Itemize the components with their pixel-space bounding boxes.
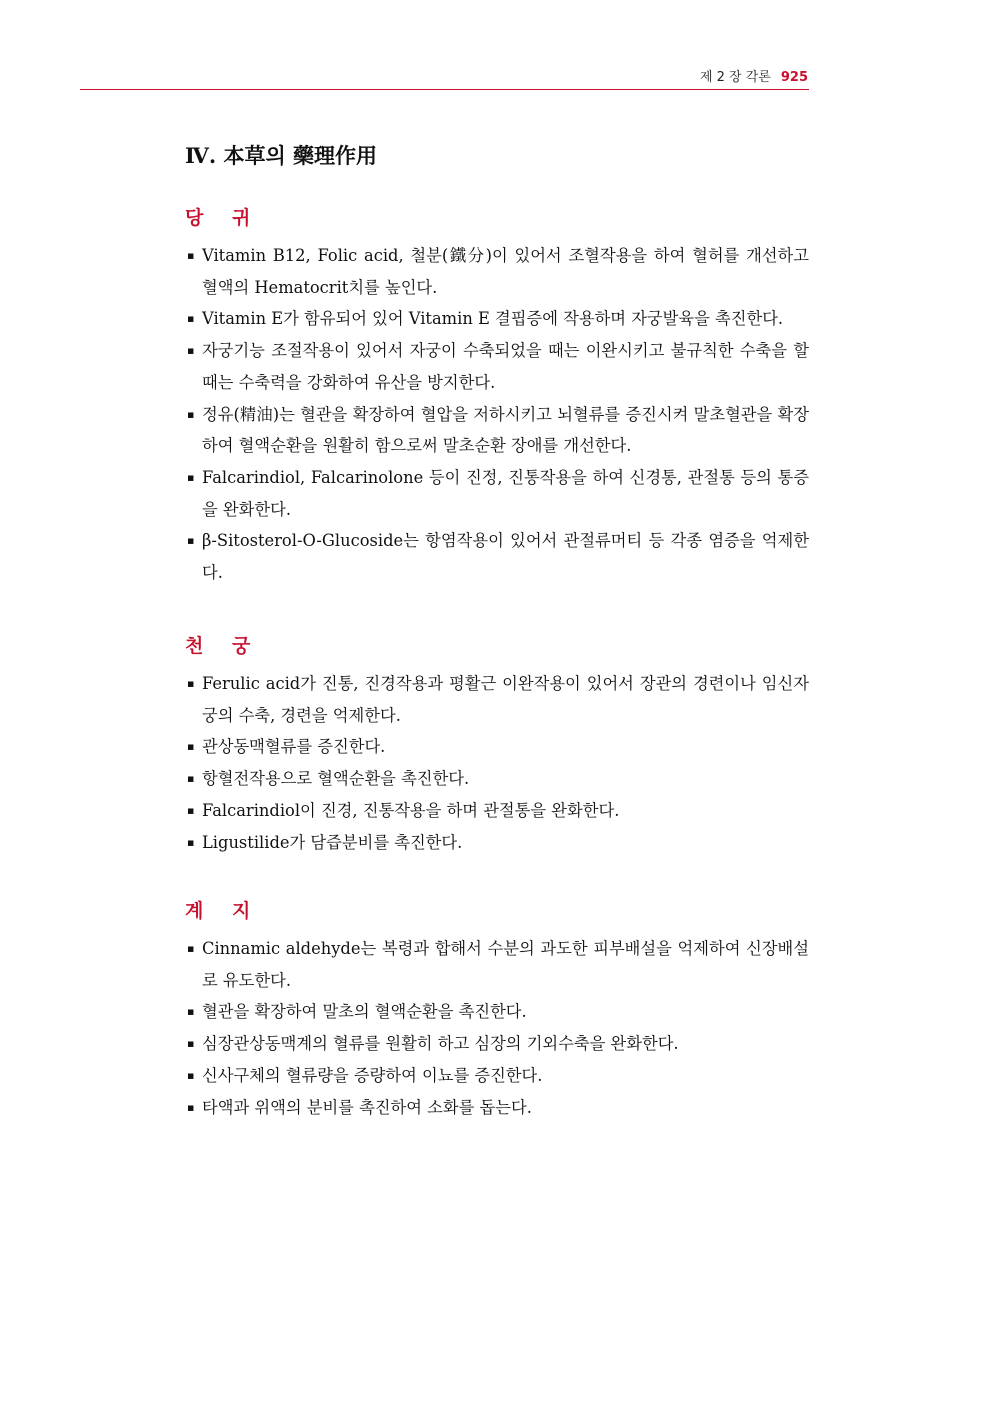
list-item: ▪ Vitamin B12, Folic acid, 철분(鐵分)이 있어서 조혈작용을 하여 혈허를 개선하고 혈액의 Hematocrit치를 높인다. [187, 240, 809, 303]
section-list-cheongung [187, 668, 809, 858]
chapter-label: 제 2 장 각론 [699, 70, 771, 85]
list-item: ▪ Vitamin E가 함유되어 있어 Vitamin E 결핍증에 작용하며 자궁발육을 촉진한다. [187, 303, 809, 335]
list-item: ▪ 혈관을 확장하여 말초의 혈액순환을 촉진한다. [187, 996, 809, 1028]
list-item: ▪ Ferulic acid가 진통, 진경작용과 평활근 이완작용이 있어서 장관의 경련이나 임신자궁의 수축, 경련을 억제한다. [187, 668, 809, 731]
section-list-danggui [187, 240, 809, 589]
list-item: ▪ 신사구체의 혈류량을 증량하여 이뇨를 증진한다. [187, 1060, 809, 1092]
list-item: ▪ Falcarindiol, Falcarinolone 등이 진정, 진통작용을 하여 신경통, 관절통 등의 통증을 완화한다. [187, 462, 809, 525]
list-item: ▪ 자궁기능 조절작용이 있어서 자궁이 수축되었을 때는 이완시키고 불규칙한 수축을 할 때는 수축력을 강화하여 유산을 방지한다. [187, 335, 809, 398]
section-heading-danggui: 당 귀 [185, 207, 262, 229]
list-item: ▪ 심장관상동맥계의 혈류를 원활히 하고 심장의 기외수축을 완화한다. [187, 1028, 809, 1060]
list-item: ▪ 관상동맥혈류를 증진한다. [187, 731, 809, 763]
list-item: ▪ 항혈전작용으로 혈액순환을 촉진한다. [187, 763, 809, 795]
section-heading-gyeji: 계 지 [185, 900, 262, 922]
list-item: ▪ 타액과 위액의 분비를 촉진하여 소화를 돕는다. [187, 1092, 809, 1124]
list-item: ▪ β-Sitosterol-O-Glucoside는 항염작용이 있어서 관절류머티 등 각종 염증을 억제한다. [187, 525, 809, 588]
section-heading-cheongung: 천 궁 [185, 635, 262, 657]
list-item: ▪ Falcarindiol이 진경, 진통작용을 하며 관절통을 완화한다. [187, 795, 809, 827]
running-header [700, 66, 808, 85]
list-item: ▪ 정유(精油)는 혈관을 확장하여 혈압을 저하시키고 뇌혈류를 증진시켜 말초혈관을 확장하여 혈액순환을 원활히 함으로써 말초순환 장애를 개선한다. [187, 399, 809, 462]
header-rule [80, 89, 809, 90]
page-title: Ⅳ. 本草의 藥理作用 [185, 143, 378, 168]
page-number: 925 [780, 70, 808, 85]
list-item: ▪ Cinnamic aldehyde는 복령과 합해서 수분의 과도한 피부배설을 억제하여 신장배설로 유도한다. [187, 933, 809, 996]
section-list-gyeji [187, 933, 809, 1123]
list-item: ▪ Ligustilide가 담즙분비를 촉진한다. [187, 827, 809, 859]
